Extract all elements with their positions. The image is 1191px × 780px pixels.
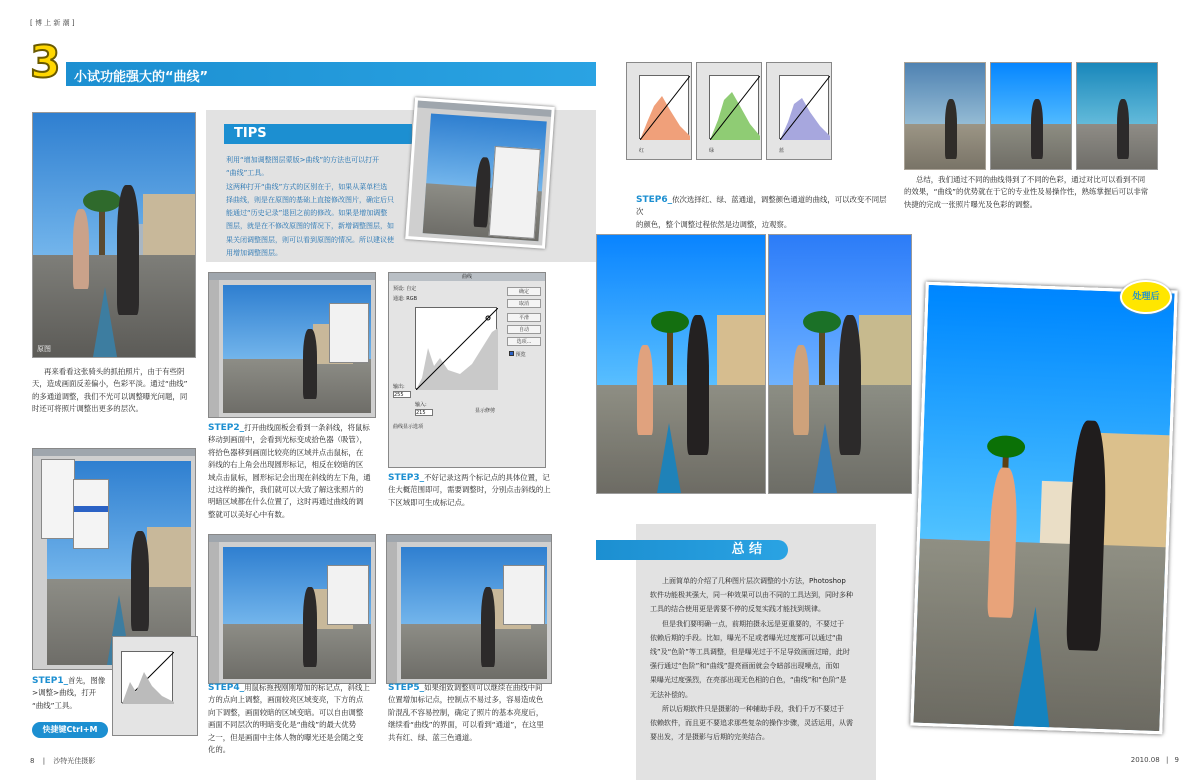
green-channel-dialog: [696, 62, 762, 160]
section-title: 小试功能强大的“曲线”: [74, 70, 209, 85]
summary-panel: [636, 524, 876, 780]
auto-button[interactable]: 自动: [507, 325, 541, 334]
channel-value[interactable]: RGB: [406, 296, 418, 302]
step6-label: STEP6_: [636, 195, 673, 205]
input-label: 输入:: [415, 402, 427, 408]
after-badge: [1120, 280, 1172, 314]
shortcut-badge: [32, 722, 108, 738]
step5-label: STEP5_: [388, 683, 425, 693]
green-curve: [710, 76, 760, 140]
red-curve: [640, 76, 690, 140]
blue-channel-dialog: [766, 62, 832, 160]
step1-curves-dialog: [112, 636, 198, 736]
large-photo-right: [768, 234, 912, 494]
step2-screenshot: [208, 272, 376, 418]
section-number: 3: [30, 37, 61, 88]
red-channel-dialog: [626, 62, 692, 160]
original-label: 原图: [37, 345, 51, 353]
intro-text: 再来看看这张骑头的抓拍照片，由于有些阴 天，造成画面反差偏小，色彩平淡。通过“曲线” 的多通道调整，我们不光可以调整曝光问题，同 时还可将照片调整出更多的层次。: [32, 367, 188, 414]
header-tag: [ 博 上 新 潮 ]: [30, 19, 75, 27]
step3-curves-dialog: [388, 272, 546, 468]
image-menu: [41, 459, 75, 539]
preview-label: 预览: [515, 352, 526, 358]
processed-photo: [910, 282, 1177, 735]
compare-thumb-2: [990, 62, 1072, 170]
left-page-title: 沙特光佳摄影: [53, 757, 96, 765]
compare-thumb-3: [1076, 62, 1158, 170]
blue-channel-label: 蓝: [779, 148, 785, 154]
issue-date: 2010.08: [1130, 756, 1160, 764]
right-page-number: 9: [1174, 756, 1179, 764]
footer-right: 2010.08 | 9: [1130, 756, 1179, 764]
step1-curve-graph: [122, 652, 174, 704]
adjust-submenu: [73, 479, 109, 549]
curve-graph[interactable]: [415, 307, 497, 389]
step2-label: STEP2_: [208, 423, 245, 433]
step6-text: STEP6_依次选择红、绿、蓝通道，调整颜色通道的曲线，可以改变不同层次 的颜色，整个调整过程依然是边调整，边观察。: [636, 195, 887, 229]
ok-button[interactable]: 确定: [507, 287, 541, 296]
step1-text: STEP1_首先，图像 >调整>曲线，打开 “曲线”工具。: [32, 676, 106, 710]
tips-title-bar: [224, 124, 412, 144]
output-field[interactable]: 255: [393, 391, 411, 398]
green-channel-label: 绿: [709, 148, 715, 154]
tips-title: TIPS: [234, 126, 267, 141]
step3-text: STEP3_不好记录这两个标记点的具体位置，记 住大概范围即可，需要调整时，分别点击斜线的上 下区域即可生成标记点。: [388, 473, 551, 507]
original-photo: [32, 112, 196, 358]
compare-thumb-1: [904, 62, 986, 170]
options-button[interactable]: 选项...: [507, 337, 541, 346]
large-photo-left: [596, 234, 766, 494]
tips-text: 利用“增加调整图层蒙版>曲线”的方法也可以打开 “曲线”工具。 这两种打开“曲线”方式的区别在于，如果从菜单栏选 择曲线，则是在原图的基础上直接修改图片，确定后只 能通过“历史记录”退回之前的修改。如果是增加调整 图层，就是在不修改原图的情况下，新增调整图层，如 果关闭调整图层，则可以看到原图的情况。所以建议使 用增加调整图层。: [226, 156, 394, 258]
tips-screenshot: [405, 97, 555, 248]
input-field[interactable]: 215: [415, 409, 433, 416]
step2-text: STEP2_打开曲线面板会看到一条斜线，将鼠标 移动到画面中，会看到光标变成拾色器（吸管）， 将拾色器移到画面比较亮的区域并点击鼠标，在 斜线的右上角会出现圆形标记，相反在较暗的区 域点击鼠标，圆形标记会出现在斜线的左下角，通 过这样的操作，我们就可以大致了解这张照片的 明暗区域都在什么位置了，这时再通过曲线的调 整就可以美好心中有数。: [208, 423, 371, 519]
dialog-title: 曲线: [461, 274, 472, 280]
step4-label: STEP4_: [208, 683, 245, 693]
summary-title-bar: [596, 540, 788, 560]
step1-label: STEP1_: [32, 676, 69, 686]
cancel-button[interactable]: 取消: [507, 299, 541, 308]
step5-text: STEP5_如果细致调整则可以继续在曲线中间 位置增加标记点，控制点不易过多，容易造成色 阶混乱不容易控制，确定了照片的基本亮度后， 继续看“曲线”的界面，可以看到“通道”，在这里 共有红、绿、蓝三色通道。: [388, 683, 544, 742]
step3-label: STEP3_: [388, 473, 425, 483]
preset-value[interactable]: 自定: [406, 286, 417, 292]
step4-text: STEP4_用鼠标拖拽刚刚增加的标记点，斜线上 方的点向上调整，画面较亮区域变亮，下方的点 向下调整，画面较暗的区域变暗。可以自由调整 画面不同层次的明暗变化是“曲线”的最大优势 之一，但是画面中主体人物的曝光还是会随之变 化的。: [208, 683, 370, 755]
preview-checkbox[interactable]: [509, 351, 514, 356]
footer-left: 8 | 沙特光佳摄影: [30, 757, 96, 765]
shortcut-label: 快捷键Ctrl+M: [42, 725, 98, 734]
left-page-number: 8: [30, 757, 35, 765]
section-heading: [30, 37, 596, 88]
display-options[interactable]: 曲线显示选项: [393, 424, 424, 430]
output-label: 输出:: [393, 384, 405, 390]
step6-dialogs: [626, 62, 832, 160]
summary-title: 总 结: [731, 542, 762, 557]
preset-label: 预设:: [393, 286, 405, 292]
compare-text: 总结，我们通过不同的曲线得到了不同的色彩，通过对比可以看到不同 的效果，“曲线”的优势就在于它的专业性及易操作性，熟练掌握后可以非常 快捷的完成一张照片曝光及色彩的调整。: [904, 175, 1149, 209]
summary-text: 上面简单的介绍了几种图片层次调整的小方法，Photoshop 软件功能极其强大，同一种效果可以由不同的工具达到，同时多种 工具的结合使用更是需要不停的反复实践才能找到规律。 但是我们要明确一点，前期拍摄永远是更重要的，不要过于 依赖后期的手段。比如，曝光不足或者曝光过度都可以通过“曲 线”及“色阶”等工具调整，但是曝光过于不足导致画面过暗，此时 强行通过“色阶”和“曲线”提亮画面就会令暗部出现噪点，而如 果曝光过度强烈，在亮部出现无色相的白色，“曲线”和“色阶”是 无法补偿的。 所以后期软件只是摄影的一种辅助手段，我们千万不要过于 依赖软件，而且更不要追求那些复杂的操作步骤，灵活运用，从需 要出发，才是摄影与后期的完美结合。: [650, 577, 853, 742]
channel-label: 通道:: [393, 296, 405, 302]
after-badge-label: 处理后: [1132, 292, 1160, 302]
clip-option[interactable]: 显示修剪: [475, 408, 496, 414]
red-channel-label: 红: [639, 148, 645, 154]
smooth-button[interactable]: 平滑: [507, 313, 541, 322]
step5-screenshot: [386, 534, 552, 684]
blue-curve: [780, 76, 830, 140]
step4-screenshot: [208, 534, 376, 684]
